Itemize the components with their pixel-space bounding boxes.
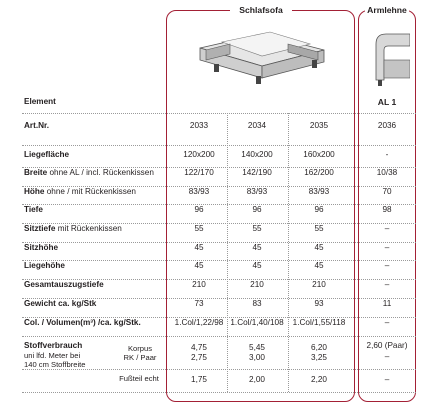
armrest-cell: – <box>384 243 390 252</box>
schlafsofa-header: Schlafsofa <box>230 5 292 15</box>
table-cell: 160x200 <box>303 150 335 159</box>
table-cell: 83/93 <box>188 187 210 196</box>
table-cell: 55 <box>194 224 204 233</box>
row-divider <box>22 336 416 337</box>
row-label-main: Breite <box>24 168 48 177</box>
row-label-main: Art.Nr. <box>24 121 50 130</box>
armrest-fabric-3: – <box>384 375 390 384</box>
korpus-2035: 6,20 <box>311 343 327 352</box>
row-divider <box>22 392 416 393</box>
fuss-2034: 2,00 <box>249 375 265 384</box>
table-cell: 210 <box>312 280 326 289</box>
fabric-rk-label: RK / Paar <box>123 353 157 362</box>
row-label-main: Liegefläche <box>24 150 70 159</box>
armrest-cell: 98 <box>382 205 392 214</box>
fabric-label: Stoffverbrauch <box>24 341 83 350</box>
table-cell: 83 <box>252 299 262 308</box>
armrest-cell: – <box>384 280 390 289</box>
armrest-cell: 10/38 <box>376 168 398 177</box>
korpus-2033: 4,75 <box>191 343 207 352</box>
armlehne-header: Armlehne <box>365 5 409 15</box>
armrest-cell: 70 <box>382 187 392 196</box>
table-cell: 96 <box>194 205 204 214</box>
table-cell: 2034 <box>247 121 267 130</box>
row-label <box>24 280 104 289</box>
row-label-main: Höhe <box>24 187 45 196</box>
armrest-cell: 2036 <box>377 121 397 130</box>
row-label <box>24 187 136 196</box>
armrest-cell: - <box>385 150 389 159</box>
row-label-main: Liegehöhe <box>24 261 65 270</box>
fabric-note-1: uni lfd. Meter bei <box>24 351 81 360</box>
row-label-main: Gesamtauszugstiefe <box>24 280 104 289</box>
row-label <box>24 168 154 177</box>
fuss-2033: 1,75 <box>191 375 207 384</box>
table-cell: 1.Col/1,55/118 <box>292 318 346 327</box>
rk-2033: 2,75 <box>191 353 207 362</box>
table-cell: 45 <box>194 261 204 270</box>
table-cell: 122/170 <box>184 168 214 177</box>
table-cell: 210 <box>192 280 206 289</box>
table-cell: 83/93 <box>308 187 330 196</box>
fuss-2035: 2,20 <box>311 375 327 384</box>
table-cell: 1.Col/1,40/108 <box>230 318 284 327</box>
armrest-cell: – <box>384 318 390 327</box>
table-cell: 1.Col/1,22/98 <box>174 318 224 327</box>
armrest-cell: – <box>384 261 390 270</box>
row-label <box>24 243 58 252</box>
row-label-main: Sitzhöhe <box>24 243 59 252</box>
table-cell: 210 <box>250 280 264 289</box>
row-label-extra: mit Rückenkissen <box>57 224 122 233</box>
table-cell: 96 <box>314 205 324 214</box>
table-cell: 45 <box>314 261 324 270</box>
table-cell: 142/190 <box>242 168 272 177</box>
table-cell: 83/93 <box>246 187 268 196</box>
row-label-main: Gewicht ca. kg/Stk <box>24 299 97 308</box>
armrest-cell: 11 <box>382 299 392 308</box>
rk-2034: 3,00 <box>249 353 265 362</box>
sofa-bed-image <box>192 26 332 88</box>
row-divider <box>22 145 416 146</box>
row-divider <box>22 113 416 114</box>
fabric-fuss-label: Fußteil echt <box>119 374 159 383</box>
table-cell: 45 <box>252 261 262 270</box>
table-cell: 45 <box>252 243 262 252</box>
row-label <box>24 121 49 130</box>
table-cell: 55 <box>314 224 324 233</box>
row-label-main: Sitztiefe <box>24 224 56 233</box>
table-cell: 2033 <box>189 121 209 130</box>
armrest-fabric-2: – <box>384 352 390 361</box>
armrest-image <box>370 26 410 88</box>
row-label <box>24 299 96 308</box>
table-cell: 55 <box>252 224 262 233</box>
element-label: Element <box>24 97 56 106</box>
row-label-main: Col. / Volumen(m³) /ca. kg/Stk. <box>24 318 141 327</box>
fabric-korpus-label: Korpus <box>127 344 153 353</box>
row-label-extra: ohne / mit Rückenkissen <box>46 187 136 196</box>
korpus-2034: 5,45 <box>249 343 265 352</box>
row-label <box>24 224 122 233</box>
table-cell: 96 <box>252 205 262 214</box>
table-cell: 140x200 <box>241 150 273 159</box>
row-label <box>24 150 69 159</box>
table-cell: 120x200 <box>183 150 215 159</box>
row-label <box>24 261 65 270</box>
row-label <box>24 318 141 327</box>
rk-2035: 3,25 <box>311 353 327 362</box>
table-cell: 2035 <box>309 121 329 130</box>
row-label-main: Tiefe <box>24 205 43 214</box>
table-cell: 93 <box>314 299 324 308</box>
table-cell: 162/200 <box>304 168 334 177</box>
fabric-note-2: 140 cm Stoffbreite <box>24 360 86 369</box>
table-cell: 45 <box>194 243 204 252</box>
table-cell: 45 <box>314 243 324 252</box>
row-label-extra: ohne AL / incl. Rückenkissen <box>49 168 154 177</box>
row-label <box>24 205 43 214</box>
table-cell: 73 <box>194 299 204 308</box>
armrest-cell: – <box>384 224 390 233</box>
al1-label: AL 1 <box>377 97 397 107</box>
armrest-fabric-1: 2,60 (Paar) <box>366 341 408 350</box>
